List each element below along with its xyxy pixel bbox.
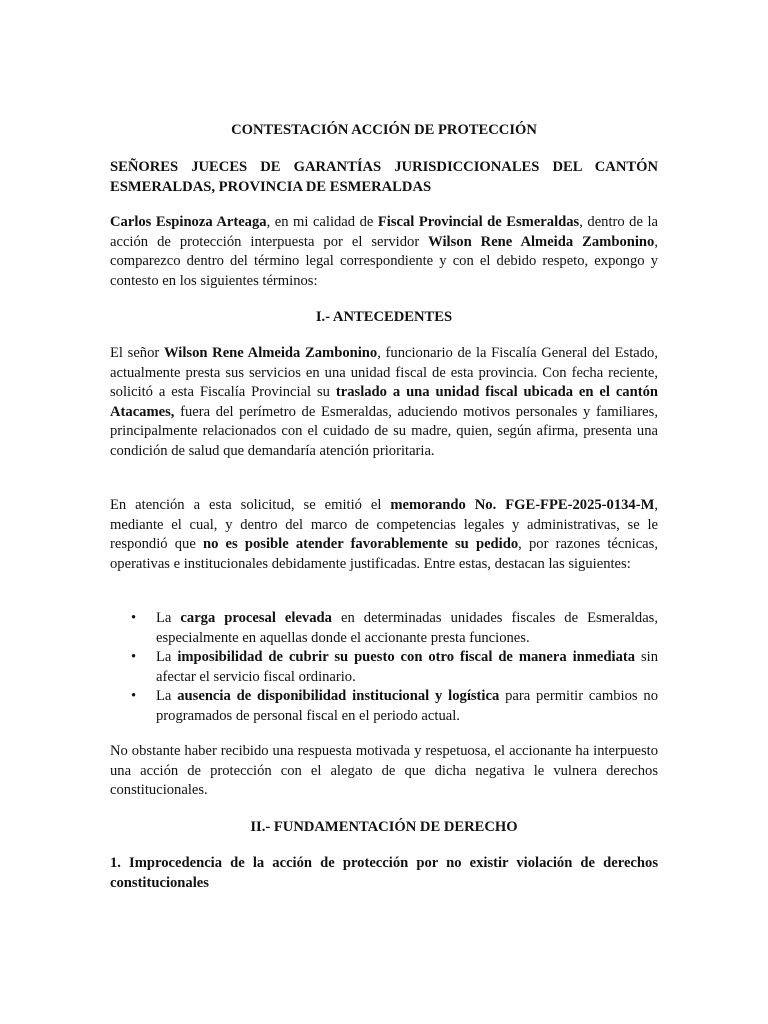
list-item-text: La [156, 649, 178, 666]
intro-paragraph [110, 213, 658, 291]
list-item-text: sin afectar el servicio fiscal ordinario. [156, 649, 658, 685]
background-text-3: fuera del perímetro de Esmeraldas, aduciendo motivos personales y familiares, principalmente relacionados con el cuidado de su madre, quien, según afirma, presenta una condición de salud que demandaría atención prioritaria. [110, 403, 658, 459]
transfer-request: traslado a una unidad fiscal ubicada en el cantón Atacames, [110, 384, 658, 420]
memo-reference: memorando No. FGE-FPE-2025-0134-M [390, 497, 655, 513]
bullet-icon: • [131, 610, 137, 626]
bullet-icon: • [131, 688, 137, 705]
background-text-2: , funcionario de la Fiscalía General del Estado, actualmente presta sus servicios en una unidad fiscal de esta provincia. Con fecha reciente, solicitó a esta Fiscalía Provincial su [110, 345, 658, 401]
list-item-text: para permitir cambios no programados de personal fiscal en el periodo actual. [156, 688, 658, 724]
background-text-1: El señor [110, 345, 164, 361]
response-text-3: , por razones técnicas, operativas e institucionales debidamente justificadas. Entre estas, destacan las siguientes: [110, 536, 658, 572]
list-item-text: La [156, 610, 181, 626]
response-text-1: En atención a esta solicitud, se emitió el [110, 497, 391, 513]
respondent-role: Fiscal Provincial de Esmeraldas [377, 214, 580, 230]
list-item-emphasis: imposibilidad de cubrir su puesto con otro fiscal de manera inmediata [177, 649, 636, 666]
intro-text-2: , dentro de la acción de protección interpuesta por el servidor [110, 214, 659, 250]
denial-statement: no es posible atender favorablemente su pedido [202, 536, 519, 553]
list-item-text: en determinadas unidades fiscales de Esmeraldas, especialmente en aquellas donde el accionante presta funciones. [156, 610, 658, 646]
response-paragraph [110, 496, 658, 574]
response-text-2: , mediante el cual, y dentro del marco de competencias legales y administrativas, se le respondió que [110, 497, 658, 553]
subsection-heading: 1. Improcedencia de la acción de protección por no existir violación de derechos constitucionales [110, 855, 658, 891]
background-plaintiff: Wilson Rene Almeida Zambonino [163, 345, 378, 361]
addressee-heading: SEÑORES JUECES DE GARANTÍAS JURISDICCIONALES DEL CANTÓN ESMERALDAS, PROVINCIA DE ESMERALDAS [110, 159, 658, 195]
respondent-name: Carlos Espinoza Arteaga [110, 214, 267, 230]
list-item-emphasis: carga procesal elevada [180, 610, 332, 626]
intro-text-1: , en mi calidad de [266, 214, 378, 230]
section-heading-antecedentes: I.- ANTECEDENTES [315, 309, 453, 325]
intro-text-3: , comparezco dentro del término legal correspondiente y con el debido respeto, expongo y contesto en los siguientes términos: [110, 233, 658, 289]
bullet-icon: • [131, 649, 137, 666]
list-item-text: La [156, 688, 178, 705]
plaintiff-name: Wilson Rene Almeida Zambonino [428, 233, 655, 250]
list-item-emphasis: ausencia de disponibilidad institucional y logística [177, 688, 500, 705]
list-item [110, 687, 658, 726]
list-item [110, 648, 658, 687]
reasons-list [110, 609, 658, 727]
background-paragraph [110, 344, 658, 462]
document-title: CONTESTACIÓN ACCIÓN DE PROTECCIÓN [231, 122, 537, 138]
list-item [110, 609, 658, 648]
closing-paragraph: No obstante haber recibido una respuesta motivada y respetuosa, el accionante ha interpuesto una acción de protección con el alegato de que dicha negativa le vulnera derechos constitucionales. [110, 743, 658, 799]
section-heading-fundamentacion: II.- FUNDAMENTACIÓN DE DERECHO [250, 819, 518, 835]
